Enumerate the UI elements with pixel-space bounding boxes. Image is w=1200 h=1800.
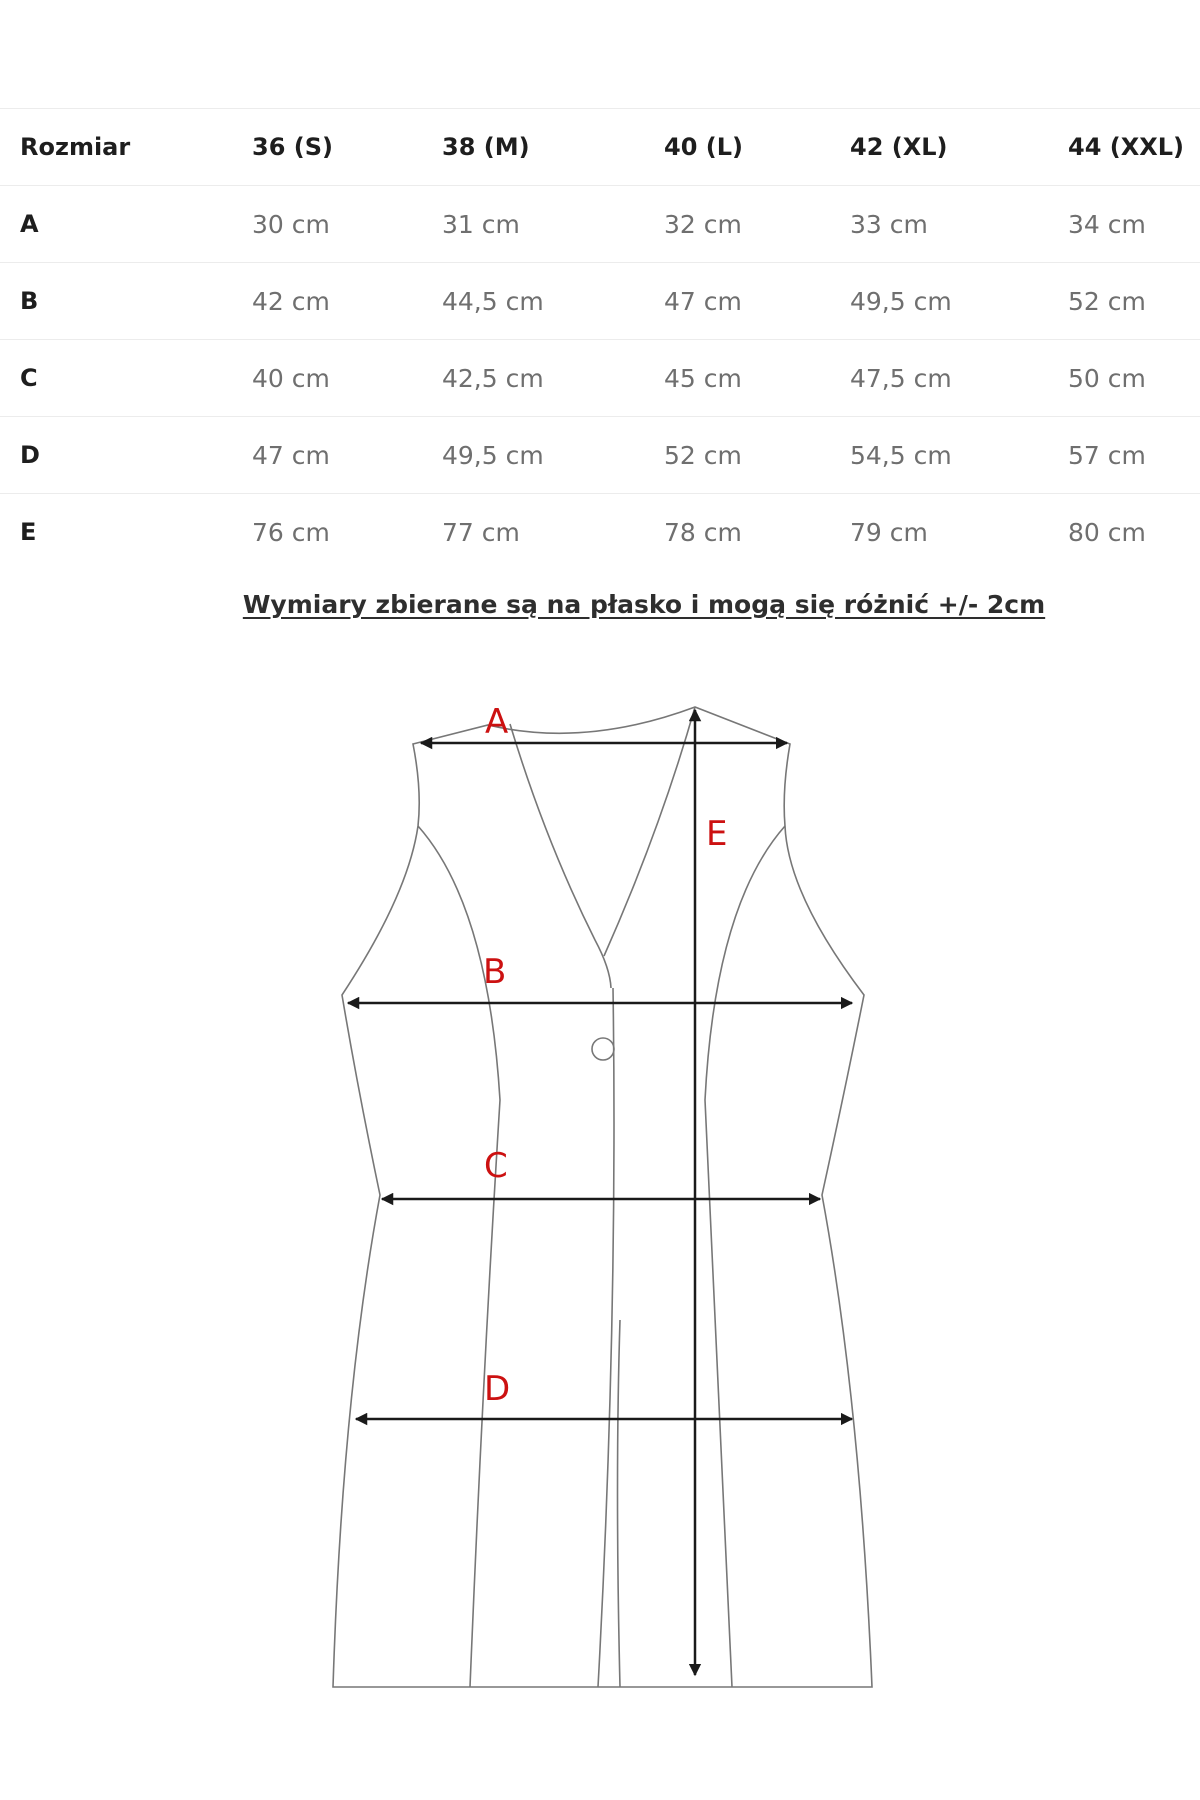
row-label: D — [0, 417, 252, 494]
table-cell: 47,5 cm — [850, 340, 1068, 417]
header-cell-36: 36 (S) — [252, 109, 442, 186]
table-cell: 47 cm — [252, 417, 442, 494]
table-cell: 40 cm — [252, 340, 442, 417]
label-c: C — [484, 1146, 508, 1186]
table-row — [0, 494, 1200, 571]
vest-front-opening — [618, 1320, 621, 1687]
vest-lapel-left — [510, 724, 611, 988]
vest-body-outline — [333, 707, 872, 1687]
vest-armhole-right — [705, 826, 785, 1687]
table-row — [0, 186, 1200, 263]
measurement-note: Wymiary zbierane są na płasko i mogą się różnić +/- 2cm — [242, 590, 1046, 619]
header-cell-40: 40 (L) — [664, 109, 850, 186]
header-cell-size: Rozmiar — [0, 109, 252, 186]
label-d: D — [484, 1369, 511, 1409]
table-cell: 57 cm — [1068, 417, 1200, 494]
header-cell-38: 38 (M) — [442, 109, 664, 186]
table-cell: 52 cm — [664, 417, 850, 494]
table-cell: 34 cm — [1068, 186, 1200, 263]
table-cell: 47 cm — [664, 263, 850, 340]
header-cell-42: 42 (XL) — [850, 109, 1068, 186]
table-row — [0, 417, 1200, 494]
table-header-row — [0, 109, 1200, 186]
table-cell: 80 cm — [1068, 494, 1200, 571]
table-cell: 52 cm — [1068, 263, 1200, 340]
table-cell: 33 cm — [850, 186, 1068, 263]
size-table — [0, 108, 1200, 570]
vest-lapel-right — [604, 707, 695, 956]
table-cell: 77 cm — [442, 494, 664, 571]
header-cell-44: 44 (XXL) — [1068, 109, 1200, 186]
table-cell: 44,5 cm — [442, 263, 664, 340]
table-cell: 49,5 cm — [850, 263, 1068, 340]
row-label: E — [0, 494, 252, 571]
button-icon — [592, 1038, 614, 1060]
table-cell: 42,5 cm — [442, 340, 664, 417]
row-label: C — [0, 340, 252, 417]
label-a: A — [485, 702, 509, 742]
table-cell: 78 cm — [664, 494, 850, 571]
vest-outline — [333, 707, 872, 1687]
garment-diagram — [0, 680, 1200, 1720]
row-label: A — [0, 186, 252, 263]
table-cell: 42 cm — [252, 263, 442, 340]
table-cell: 49,5 cm — [442, 417, 664, 494]
table-cell: 32 cm — [664, 186, 850, 263]
table-cell: 79 cm — [850, 494, 1068, 571]
label-b: B — [483, 952, 507, 992]
table-row — [0, 340, 1200, 417]
vest-front-edge — [598, 988, 614, 1687]
table-cell: 30 cm — [252, 186, 442, 263]
label-e: E — [706, 814, 728, 854]
table-row — [0, 263, 1200, 340]
table-cell: 54,5 cm — [850, 417, 1068, 494]
table-cell: 45 cm — [664, 340, 850, 417]
table-cell: 31 cm — [442, 186, 664, 263]
table-cell: 76 cm — [252, 494, 442, 571]
row-label: B — [0, 263, 252, 340]
table-cell: 50 cm — [1068, 340, 1200, 417]
